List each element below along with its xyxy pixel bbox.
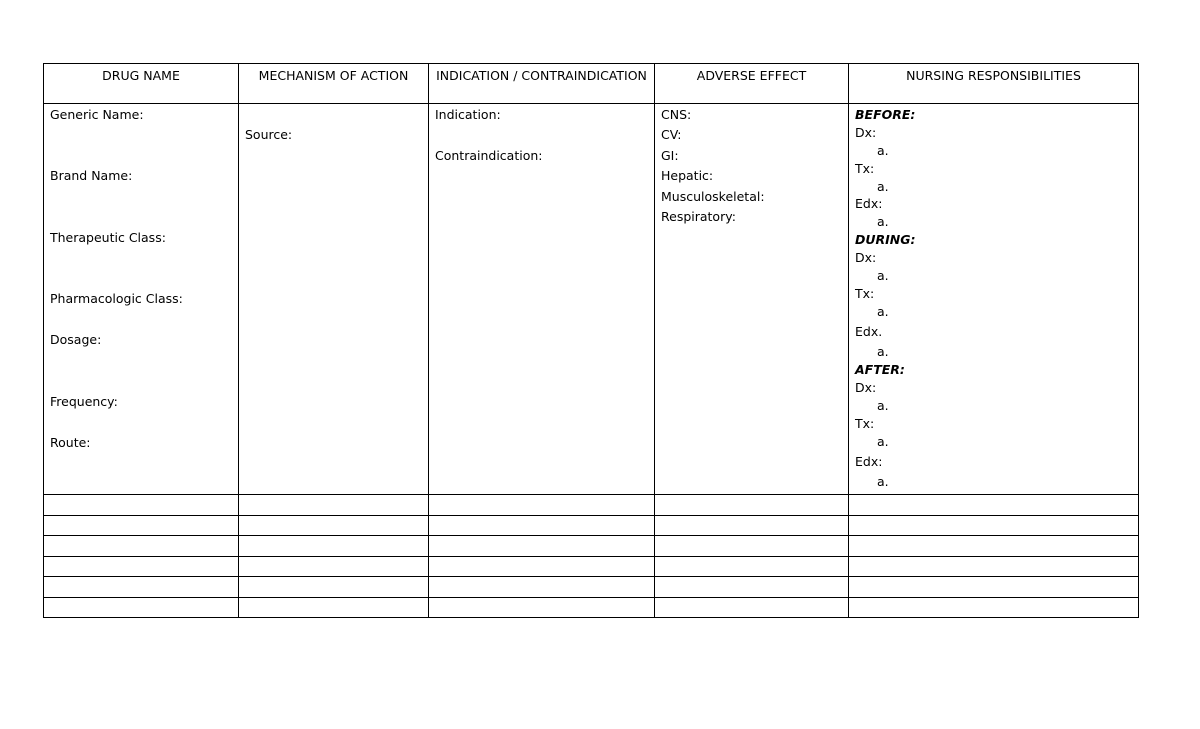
dosage-label: Dosage: [50, 332, 102, 347]
pharmacologic-class-label: Pharmacologic Class: [50, 291, 183, 306]
blank-row [44, 495, 1139, 516]
blank-cell[interactable] [429, 577, 655, 598]
blank-cell[interactable] [44, 515, 239, 536]
blank-cell[interactable] [44, 536, 239, 557]
content-row [44, 104, 1139, 495]
blank-cell[interactable] [44, 495, 239, 516]
blank-cell[interactable] [44, 556, 239, 577]
after-tx-label: Tx: [855, 416, 875, 431]
header-nursing-responsibilities: NURSING RESPONSIBILITIES [849, 64, 1139, 104]
source-label: Source: [245, 127, 293, 142]
during-tx-item: a. [877, 304, 889, 319]
cv-label: CV: [661, 127, 682, 142]
header-mechanism-of-action: MECHANISM OF ACTION [239, 64, 429, 104]
indication-cell [429, 104, 655, 495]
blank-row [44, 536, 1139, 557]
musculoskeletal-label: Musculoskeletal: [661, 189, 765, 204]
indication-label: Indication: [435, 107, 501, 122]
blank-cell[interactable] [239, 597, 429, 618]
blank-cell[interactable] [849, 597, 1139, 618]
header-row [44, 64, 1139, 104]
blank-cell[interactable] [849, 515, 1139, 536]
route-label: Route: [50, 435, 91, 450]
during-dx-item: a. [877, 268, 889, 283]
adverse-effect-cell [655, 104, 849, 495]
generic-name-label: Generic Name: [50, 107, 144, 122]
blank-cell[interactable] [44, 597, 239, 618]
brand-name-label: Brand Name: [50, 168, 133, 183]
drug-study-table [43, 63, 1139, 618]
nursing-responsibilities-cell [849, 104, 1139, 495]
before-tx-item: a. [877, 179, 889, 194]
blank-cell[interactable] [44, 577, 239, 598]
header-drug-name: DRUG NAME [44, 64, 239, 104]
blank-cell[interactable] [429, 536, 655, 557]
blank-cell[interactable] [429, 597, 655, 618]
blank-cell[interactable] [655, 536, 849, 557]
after-tx-item: a. [877, 434, 889, 449]
mechanism-cell [239, 104, 429, 495]
blank-cell[interactable] [655, 577, 849, 598]
respiratory-label: Respiratory: [661, 209, 736, 224]
blank-cell[interactable] [655, 515, 849, 536]
after-edx-label: Edx: [855, 454, 883, 469]
gi-label: GI: [661, 148, 679, 163]
drug-name-cell [44, 104, 239, 495]
during-edx-item: a. [877, 344, 889, 359]
blank-row [44, 597, 1139, 618]
during-heading: DURING: [855, 232, 916, 247]
blank-cell[interactable] [655, 556, 849, 577]
blank-cell[interactable] [239, 495, 429, 516]
frequency-label: Frequency: [50, 394, 118, 409]
blank-row [44, 556, 1139, 577]
blank-cell[interactable] [655, 597, 849, 618]
after-dx-label: Dx: [855, 380, 877, 395]
blank-row [44, 577, 1139, 598]
blank-cell[interactable] [239, 536, 429, 557]
blank-cell[interactable] [849, 577, 1139, 598]
blank-cell[interactable] [239, 577, 429, 598]
blank-row [44, 515, 1139, 536]
before-dx-label: Dx: [855, 125, 877, 140]
during-tx-label: Tx: [855, 286, 875, 301]
header-indication-contraindication: INDICATION / CONTRAINDICATION [429, 64, 655, 104]
before-tx-label: Tx: [855, 161, 875, 176]
blank-cell[interactable] [849, 556, 1139, 577]
blank-cell[interactable] [429, 495, 655, 516]
blank-cell[interactable] [849, 536, 1139, 557]
blank-cell[interactable] [239, 556, 429, 577]
after-edx-item: a. [877, 474, 889, 489]
blank-cell[interactable] [849, 495, 1139, 516]
before-heading: BEFORE: [855, 107, 916, 122]
before-dx-item: a. [877, 143, 889, 158]
header-adverse-effect: ADVERSE EFFECT [655, 64, 849, 104]
contraindication-label: Contraindication: [435, 148, 543, 163]
during-dx-label: Dx: [855, 250, 877, 265]
during-edx-label: Edx. [855, 324, 883, 339]
before-edx-label: Edx: [855, 196, 883, 211]
blank-cell[interactable] [429, 556, 655, 577]
cns-label: CNS: [661, 107, 692, 122]
after-heading: AFTER: [855, 362, 905, 377]
hepatic-label: Hepatic: [661, 168, 714, 183]
blank-cell[interactable] [239, 515, 429, 536]
therapeutic-class-label: Therapeutic Class: [50, 230, 166, 245]
after-dx-item: a. [877, 398, 889, 413]
blank-cell[interactable] [429, 515, 655, 536]
before-edx-item: a. [877, 214, 889, 229]
blank-cell[interactable] [655, 495, 849, 516]
